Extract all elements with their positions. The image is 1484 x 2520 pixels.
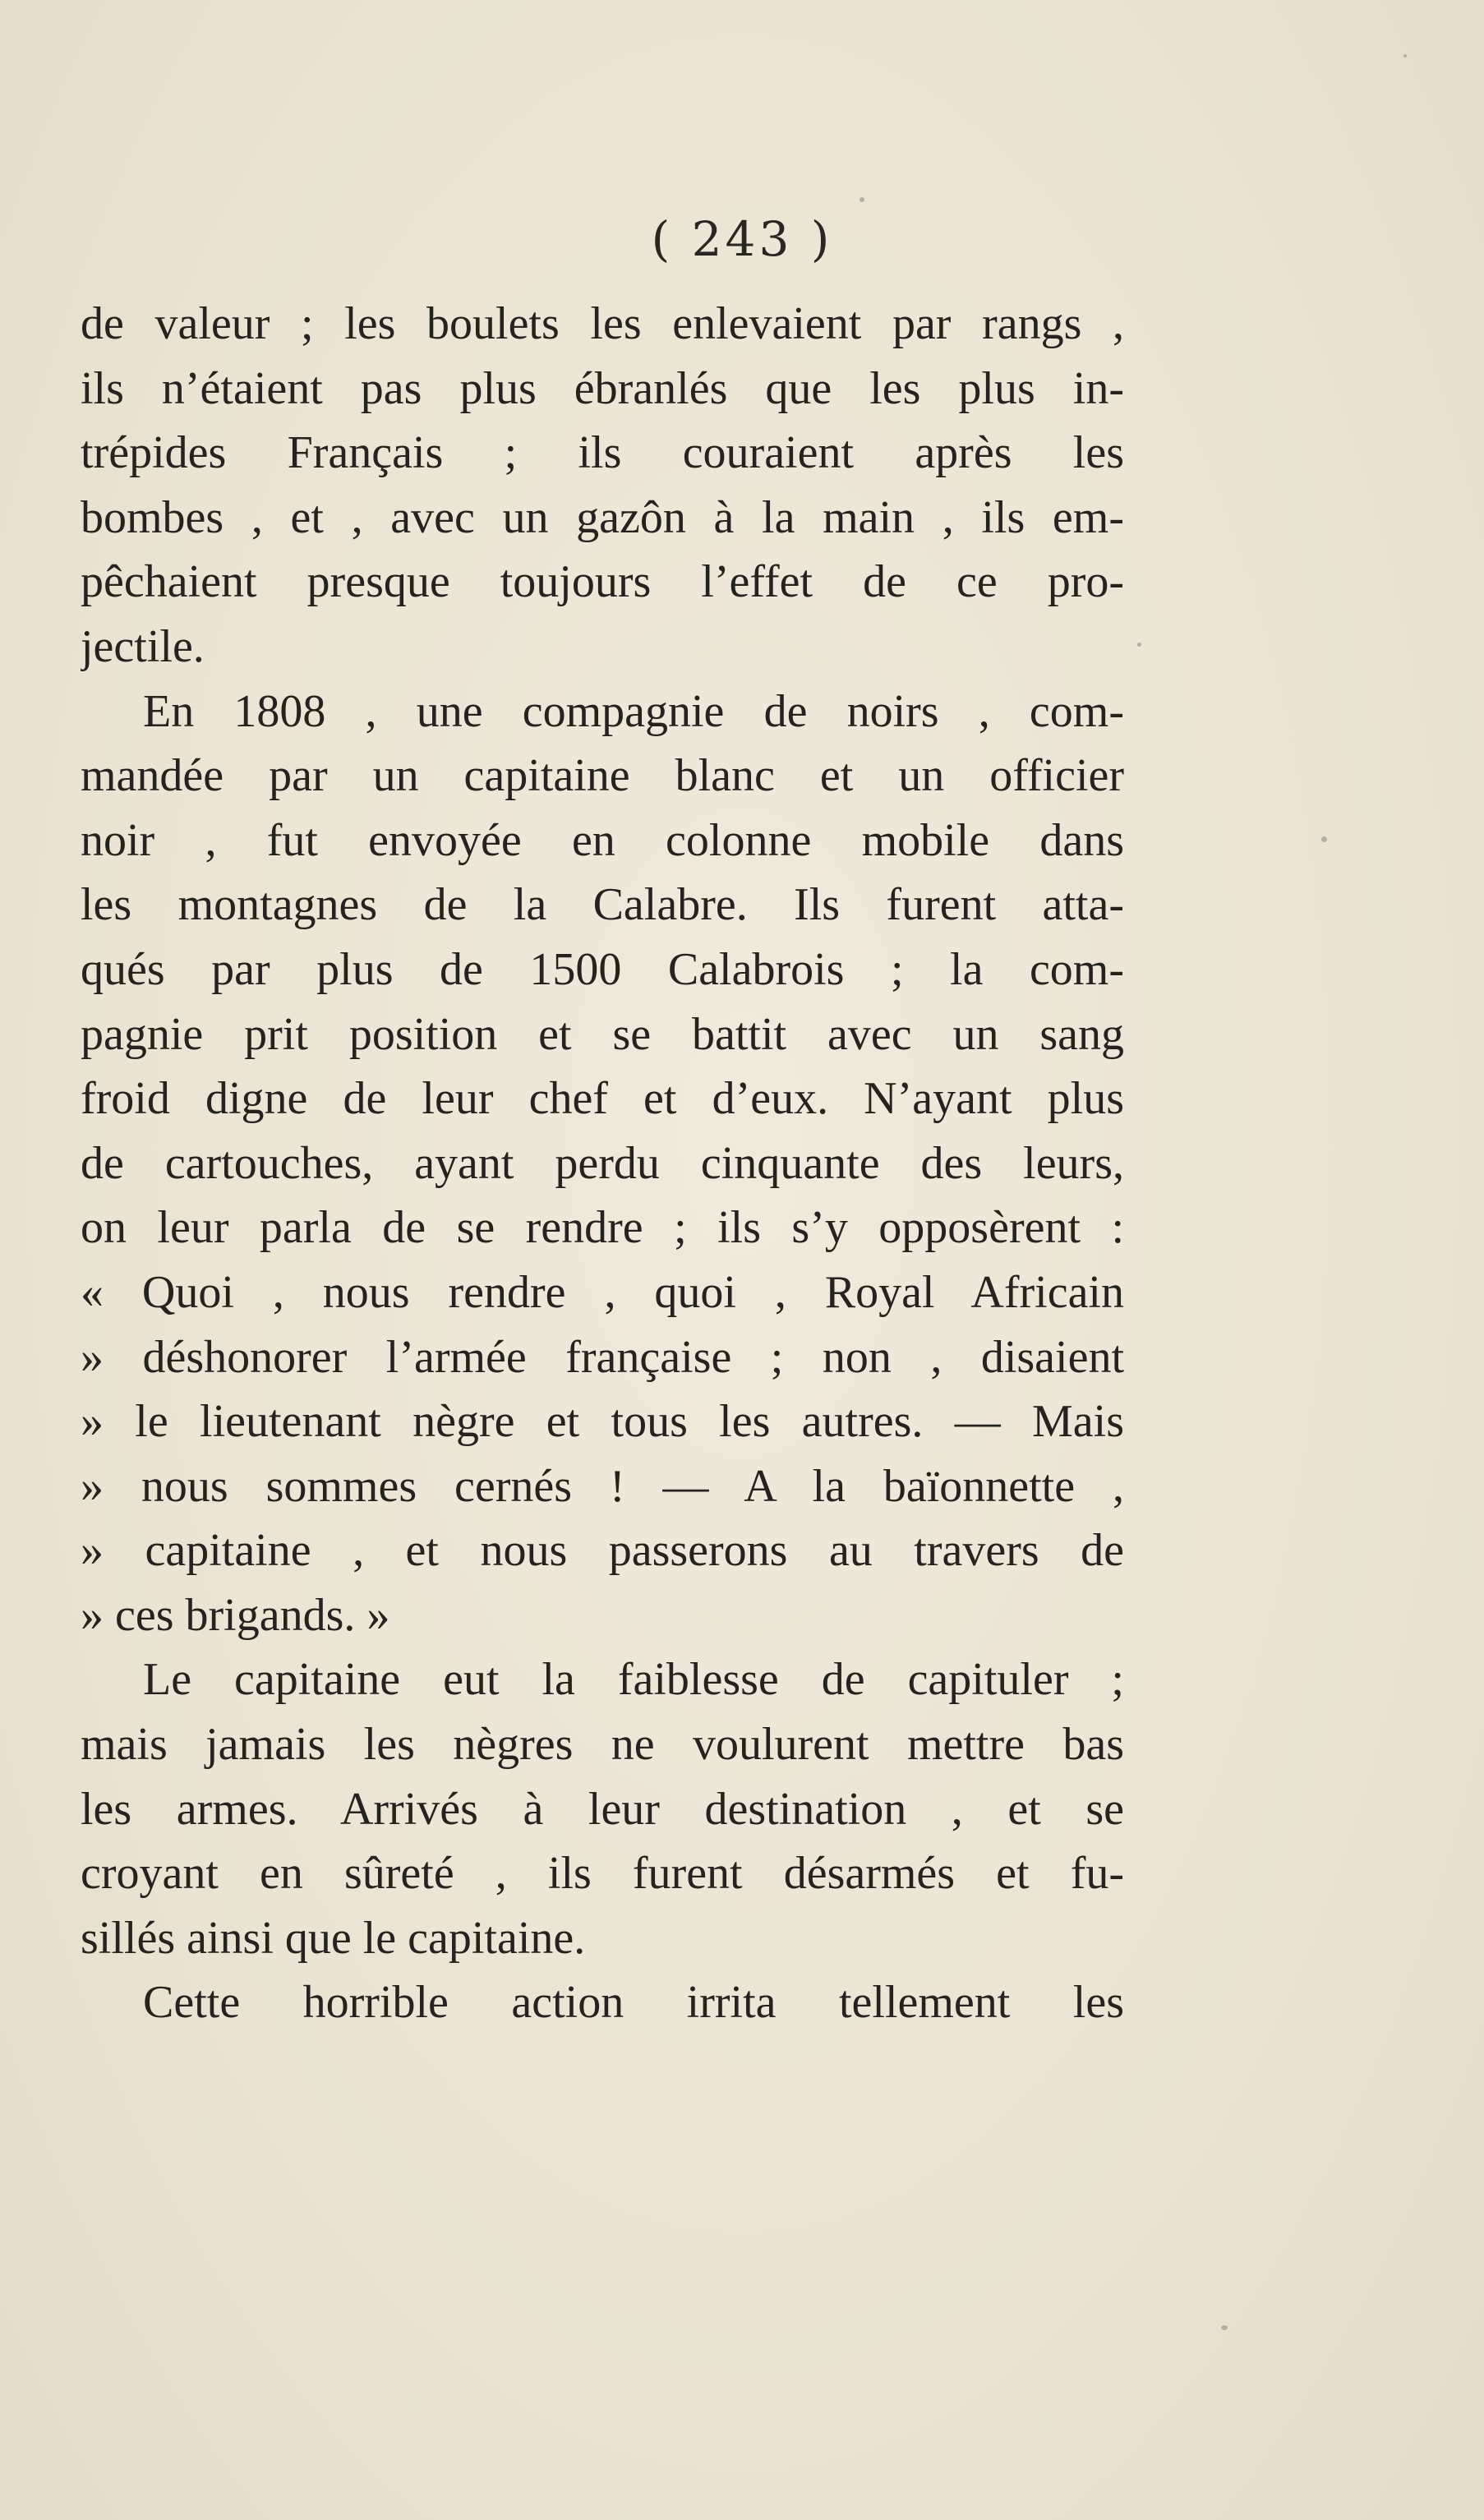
page-number: ( 243 ) <box>651 211 833 267</box>
text-line: croyant en sûreté , ils furent désarmés et fu- <box>81 1848 1124 1900</box>
text-line: qués par plus de 1500 Calabrois ; la com- <box>81 943 1124 995</box>
paper-speck <box>1321 836 1327 842</box>
text-line: pagnie prit position et se battit avec un sang <box>81 1008 1124 1060</box>
text-line: mandée par un capitaine blanc et un officier <box>81 750 1124 802</box>
text-line: mais jamais les nègres ne voulurent mettre bas <box>81 1719 1124 1771</box>
text-line: » capitaine , et nous passerons au travers de <box>81 1525 1124 1577</box>
body-text <box>81 292 1124 2035</box>
paper-speck <box>1221 2325 1228 2330</box>
text-line: » le lieutenant nègre et tous les autres. — Mais <box>81 1396 1124 1448</box>
paper-speck <box>1403 54 1407 58</box>
text-line: » déshonorer l’armée française ; non , disaient <box>81 1331 1124 1383</box>
text-line: pêchaient presque toujours l’effet de ce pro- <box>81 556 1124 608</box>
text-line: froid digne de leur chef et d’eux. N’ayant plus <box>81 1073 1124 1125</box>
paper-speck <box>860 197 864 202</box>
text-line: jectile. <box>81 620 205 672</box>
text-line: Le capitaine eut la faiblesse de capituler ; <box>143 1654 1124 1706</box>
text-line: » ces brigands. » <box>81 1589 390 1641</box>
text-line: Cette horrible action irrita tellement les <box>143 1977 1124 2029</box>
text-line: on leur parla de se rendre ; ils s’y opposèrent : <box>81 1202 1124 1254</box>
text-line: En 1808 , une compagnie de noirs , com- <box>143 685 1124 737</box>
text-line: bombes , et , avec un gazôn à la main , ils em- <box>81 491 1124 543</box>
paper-speck <box>1137 643 1141 647</box>
text-line: les armes. Arrivés à leur destination , et se <box>81 1783 1124 1835</box>
text-line: » nous sommes cernés ! — A la baïonnette , <box>81 1460 1124 1512</box>
text-line: ils n’étaient pas plus ébranlés que les plus in- <box>81 362 1124 414</box>
text-line: les montagnes de la Calabre. Ils furent atta- <box>81 879 1124 931</box>
text-line: « Quoi , nous rendre , quoi , Royal Africain <box>81 1266 1124 1318</box>
text-line: sillés ainsi que le capitaine. <box>81 1912 586 1964</box>
text-line: noir , fut envoyée en colonne mobile dans <box>81 814 1124 866</box>
text-line: de cartouches, ayant perdu cinquante des leurs, <box>81 1137 1124 1189</box>
text-line: trépides Français ; ils couraient après les <box>81 427 1124 479</box>
text-line: de valeur ; les boulets les enlevaient par rangs , <box>81 298 1124 349</box>
